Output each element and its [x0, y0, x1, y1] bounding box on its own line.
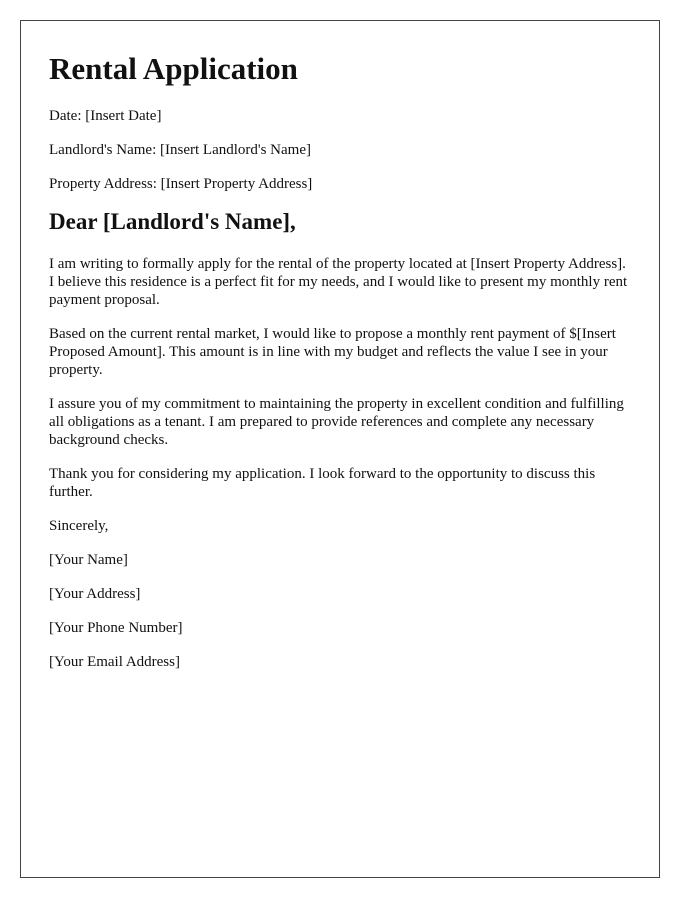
signature-block — [49, 551, 631, 671]
paragraph-proposal: Based on the current rental market, I would like to propose a monthly rent payment of $[Insert Proposed Amount]. This amount is in line with my budget and reflects the value I see in your property. — [49, 326, 616, 378]
property-address-line: Property Address: [Insert Property Address] — [49, 176, 313, 192]
closing: Sincerely, — [49, 518, 109, 534]
letter-body — [49, 255, 631, 501]
salutation: Dear [Landlord's Name], — [49, 209, 296, 234]
paragraph-thanks: Thank you for considering my application. I look forward to the opportunity to discuss this further. — [49, 466, 596, 500]
paragraph-intro: I am writing to formally apply for the rental of the property located at [Insert Property Address]. I believe this residence is a perfect fit for my needs, and I would like to present my monthly rent payment proposal. — [49, 256, 628, 308]
letter-page — [20, 20, 660, 878]
letter-title: Rental Application — [49, 51, 298, 86]
letter-meta — [49, 107, 631, 193]
signature-address: [Your Address] — [49, 586, 141, 602]
signature-email: [Your Email Address] — [49, 654, 180, 670]
paragraph-commitment: I assure you of my commitment to maintaining the property in excellent condition and fulfilling all obligations as a tenant. I am prepared to provide references and complete any necessary background checks. — [49, 396, 624, 448]
signature-phone: [Your Phone Number] — [49, 620, 183, 636]
landlord-name-line: Landlord's Name: [Insert Landlord's Name] — [49, 142, 311, 158]
date-line: Date: [Insert Date] — [49, 108, 162, 124]
signature-name: [Your Name] — [49, 552, 128, 568]
